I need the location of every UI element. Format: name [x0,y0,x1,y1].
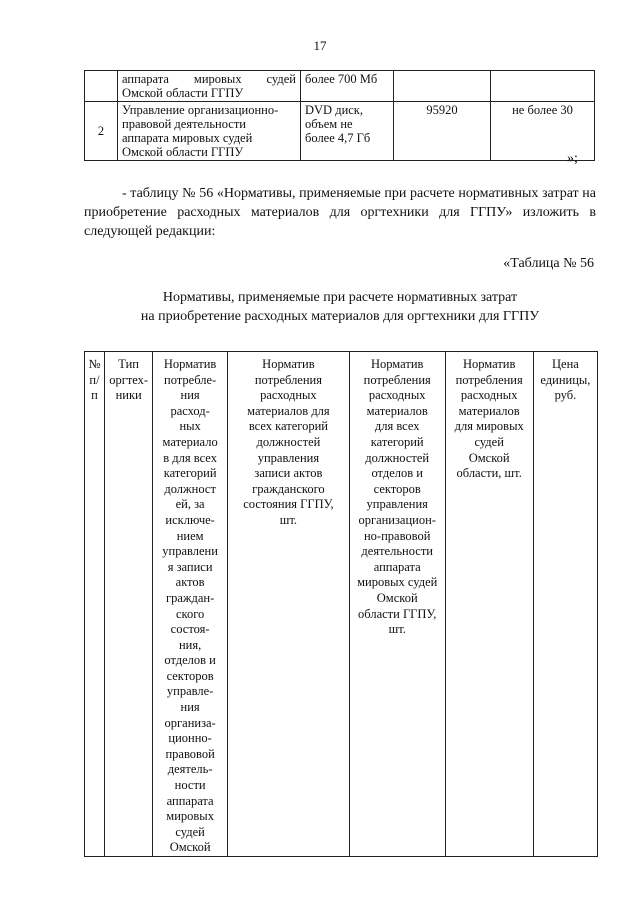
header-line: Норматив [462,357,516,371]
header-line: шт. [279,512,298,527]
table-caption [84,288,596,326]
header-line: мировых судей [357,575,438,590]
header-line: материалов для [247,403,330,418]
header-line: материалов [458,403,520,418]
name-line: аппарата мировых судей [122,72,296,86]
header-line: расход- [170,403,210,418]
header-line: управлени [162,544,218,559]
header-line: мировых [166,809,214,824]
header-line: состояния ГГПУ, [243,497,334,512]
instruction-paragraph: - таблицу № 56 «Нормативы, применяемые при расчете нормативных затрат на приобретение расходных материалов для оргтехники для ГГПУ» изложить в следующей редакции: [84,186,596,239]
header-line: управления [257,450,320,465]
media-cell [301,102,394,161]
header-line: области ГГПУ, [358,606,437,621]
table-row [85,71,595,102]
norms-table [84,351,598,857]
limit-cell: не более 30 [491,102,595,161]
header-line: организа- [164,715,216,730]
header-line: ционно- [168,731,212,746]
header-line: судей [474,434,504,449]
header-line: нием [176,528,204,543]
header-line: ей, за [175,497,205,512]
header-line: отделов и [164,653,216,668]
header-line: деятельности [361,544,433,559]
header-line: секторов [373,481,421,496]
row-number-cell [85,71,118,102]
header-cell [227,352,349,857]
header-line: Тип [118,357,139,371]
header-line: потребления [363,372,431,387]
header-line: Норматив [370,357,424,371]
media-line: более 4,7 Гб [305,131,371,145]
header-line: должност [164,481,216,496]
header-line: Норматив [262,357,315,371]
header-line: категорий [370,434,424,449]
header-line: правовой [165,746,215,761]
header-line: в для всех [163,450,217,465]
header-line: актов [175,575,205,590]
closing-quote: »; [567,151,578,166]
name-line: Омской области ГГПУ [122,86,244,100]
header-line: Норматив [163,357,217,371]
name-line: аппарата мировых судей [122,131,253,145]
header-line: потребле- [164,372,217,387]
row-number-cell: 2 [85,102,118,161]
header-line: аппарата [373,559,421,574]
header-line: аппарата [166,793,214,808]
header-line: гражданского [252,481,325,496]
caption-line: Нормативы, применяемые при расчете нормативных затрат [162,290,518,305]
header-line: записи актов [254,466,323,481]
header-line: потребления [455,372,523,387]
header-line: руб. [554,388,577,403]
header-line: управле- [166,684,214,699]
continued-table [84,70,595,161]
header-line: ния, [178,637,202,652]
header-line: должностей [365,450,430,465]
name-line: Омской области ГГПУ [122,145,244,159]
quantity-cell [394,71,491,102]
header-row [85,352,598,857]
header-line: ных [179,419,201,434]
header-line: исключе- [165,512,215,527]
header-line: Цена [552,357,579,371]
header-line: Омской [376,590,418,605]
header-line: судей [175,824,205,839]
header-cell [445,352,533,857]
header-line: секторов [166,668,214,683]
header-line: п/ [89,372,100,387]
header-cell [533,352,597,857]
header-line: ния [180,388,200,403]
caption-line: на приобретение расходных материалов для оргтехники для ГГПУ [140,309,540,324]
header-line: единицы, [540,372,591,387]
header-line: № [88,357,101,371]
header-line: п [91,388,98,403]
page-number: 17 [313,38,327,53]
header-line: расходных [260,388,317,403]
header-line: ния [180,700,200,715]
header-line: потребления [254,372,322,387]
header-line: всех категорий [248,419,328,434]
header-line: категорий [163,466,217,481]
header-cell [153,352,228,857]
header-line: ского [175,606,205,621]
header-line: материало [162,434,218,449]
header-cell [85,352,105,857]
header-cell [104,352,152,857]
quantity-cell: 95920 [394,102,491,161]
header-cell [349,352,445,857]
header-line: граждан- [165,590,215,605]
header-line: оргтех- [109,372,149,387]
header-line: ности [174,778,206,793]
header-line: для мировых [454,419,524,434]
name-cell [118,102,301,161]
name-cell [118,71,301,102]
header-line: деятель- [167,762,213,777]
table-row [85,102,595,161]
header-line: расходных [460,388,518,403]
header-line: области, шт. [456,466,522,481]
header-line: управления [366,497,428,512]
media-line: DVD диск, [305,103,364,117]
header-line: должностей [256,434,321,449]
header-line: я записи [167,559,213,574]
media-line: объем не [305,117,353,131]
header-line: материалов [366,403,428,418]
header-line: организацион- [358,512,436,527]
header-line: шт. [388,622,406,637]
media-cell: более 700 Мб [301,71,394,102]
name-line: правовой деятельности [122,117,246,131]
header-line: Омской [468,450,510,465]
header-line: расходных [368,388,426,403]
header-line: состоя- [170,622,210,637]
header-line: для всех [374,419,420,434]
limit-cell [491,71,595,102]
table-label: «Таблица № 56 [503,256,594,271]
header-line: но-правовой [363,528,431,543]
name-line: Управление организационно- [122,103,279,117]
header-line: ники [115,388,142,403]
header-line: отделов и [371,466,423,481]
header-line: Омской [169,840,211,855]
